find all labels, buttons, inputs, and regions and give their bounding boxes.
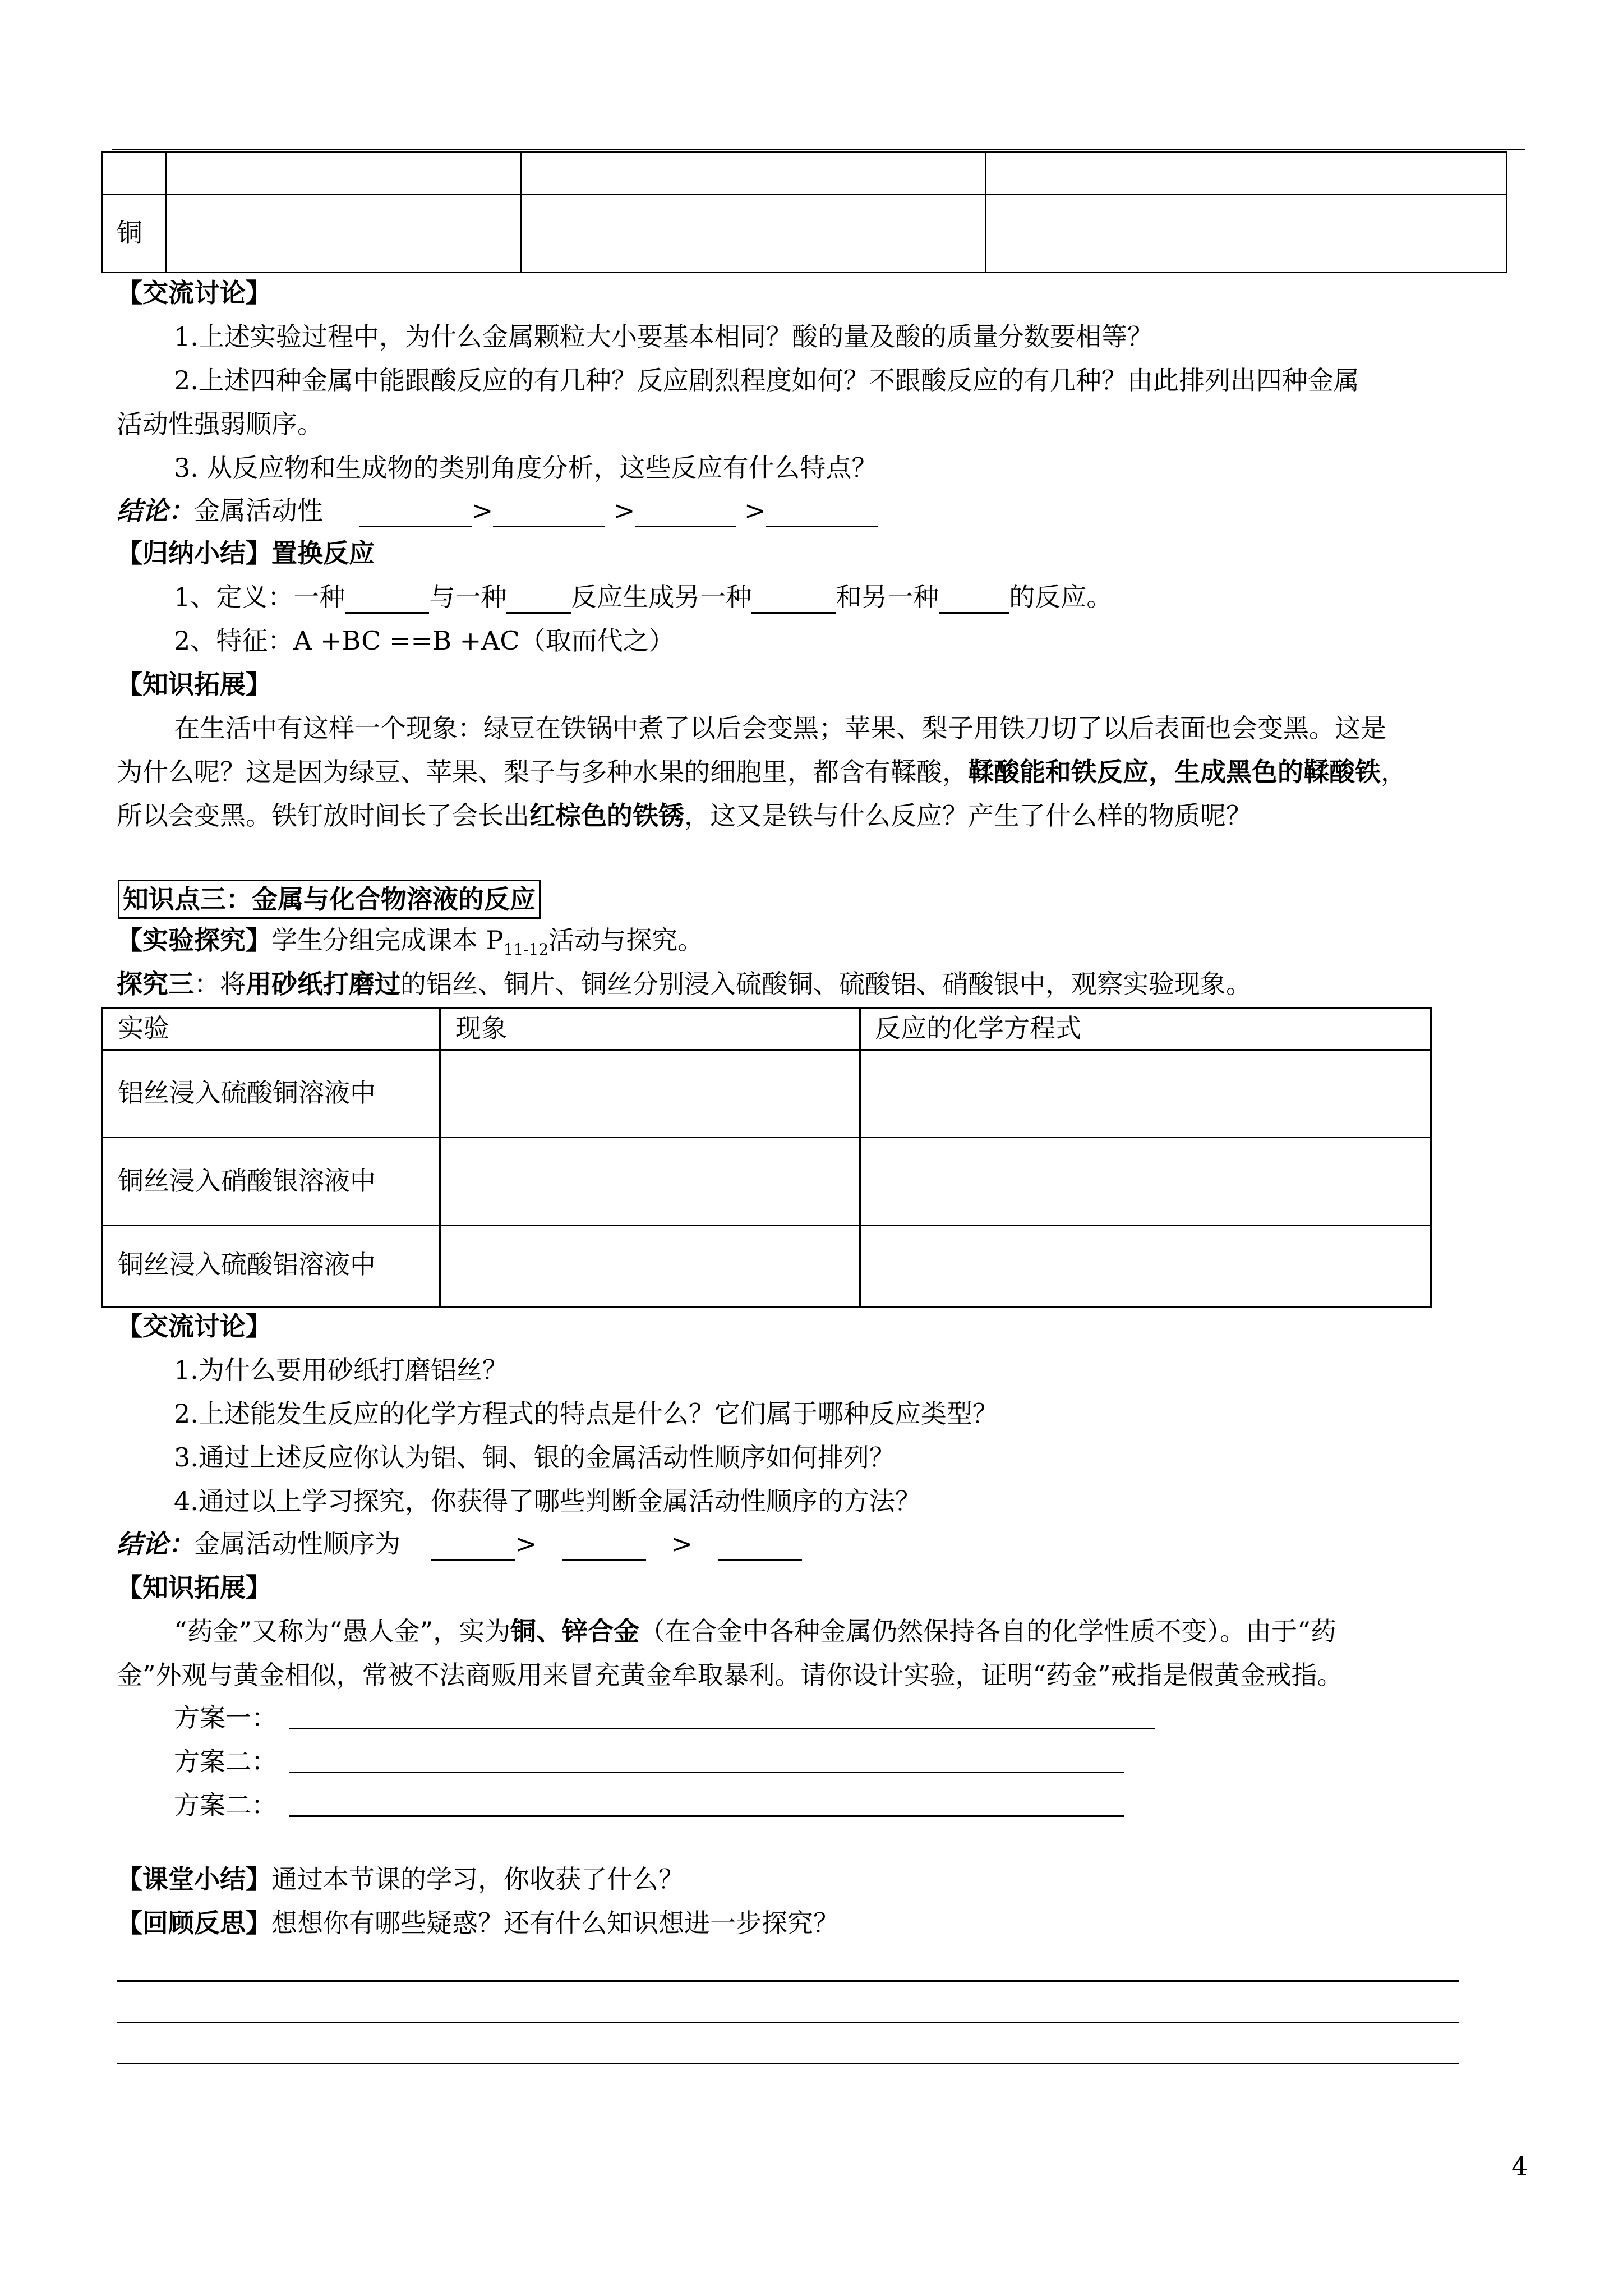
summary-heading-line	[117, 536, 375, 570]
extension-line-3	[117, 799, 1252, 832]
table-header-phenomenon: 现象	[455, 1013, 507, 1043]
summary-heading: 【归纳小结】	[117, 538, 271, 568]
discussion-question-2: 2.上述能发生反应的化学方程式的特点是什么？它们属于哪种反应类型？	[174, 1398, 998, 1429]
extension-line-1	[174, 1614, 1336, 1648]
table-line	[101, 151, 103, 273]
experiment-text: 学生分组完成课本 P	[271, 925, 504, 955]
table-line	[101, 151, 1507, 153]
plan-1-label: 方案一：	[174, 1703, 277, 1733]
inquiry-text: ：将	[194, 969, 246, 999]
table-cell-input[interactable]	[441, 1226, 859, 1306]
answer-blank[interactable]	[766, 501, 878, 527]
page-number: 4	[1511, 2151, 1528, 2182]
reflection-heading: 【回顾反思】	[117, 1908, 271, 1938]
table-line	[165, 151, 167, 273]
table-line	[101, 1007, 1432, 1009]
table-header-experiment: 实验	[118, 1013, 169, 1043]
page-range: 11-12	[503, 940, 549, 959]
table-cell-input[interactable]	[441, 1051, 859, 1137]
discussion-question-2: 2.上述四种金属中能跟酸反应的有几种？反应剧烈程度如何？不跟酸反应的有几种？由此排列出四种金属	[174, 365, 1359, 395]
gt-sign: >	[471, 495, 494, 526]
discussion-question-4: 4.通过以上学习探究，你获得了哪些判断金属活动性顺序的方法？	[174, 1486, 921, 1516]
discussion-question-2-cont: 活动性强弱顺序。	[117, 409, 323, 439]
discussion-question-3: 3. 从反应物和生成物的类别角度分析，这些反应有什么特点？	[174, 453, 878, 483]
answer-blank[interactable]	[751, 587, 836, 614]
definition-text: 与一种	[429, 582, 507, 612]
feature-line: 2、特征：A +BC ==B +AC（取而代之）	[174, 625, 675, 656]
gt-sign: >	[744, 495, 766, 526]
experiment-heading: 【实验探究】	[117, 925, 271, 955]
table-line	[520, 151, 522, 273]
gt-sign: >	[671, 1529, 693, 1559]
table-line	[101, 1007, 103, 1308]
discussion-heading: 【交流讨论】	[117, 278, 271, 308]
top-rule	[112, 149, 1525, 150]
class-summary-text: 通过本节课的学习，你收获了什么？	[271, 1864, 684, 1894]
answer-blank[interactable]	[718, 1534, 802, 1561]
discussion-question-1: 1.上述实验过程中，为什么金属颗粒大小要基本相同？酸的量及酸的质量分数要相等？	[174, 321, 1153, 352]
plan-2-label: 方案二：	[174, 1746, 277, 1777]
reflection-text: 想想你有哪些疑惑？还有什么知识想进一步探究？	[271, 1908, 839, 1938]
experiment-line	[117, 923, 703, 967]
extension-emphasis: 鞣酸能和铁反应，生成黑色的鞣酸铁	[968, 757, 1381, 787]
table-cell-input[interactable]	[861, 1226, 1430, 1306]
gt-sign: >	[613, 495, 635, 526]
inquiry-line	[117, 967, 1252, 1001]
conclusion-label: 结论：	[117, 495, 194, 526]
extension-text: 为什么呢？这是因为绿豆、苹果、梨子与多种水果的细胞里，都含有鞣酸，	[117, 757, 968, 787]
extension-emphasis: 红棕色的铁锈	[529, 800, 684, 831]
table-line	[101, 194, 1507, 195]
definition-text: 反应生成另一种	[571, 582, 752, 612]
answer-blank[interactable]	[493, 501, 605, 527]
discussion-question-3: 3.通过上述反应你认为铝、铜、银的金属活动性顺序如何排列？	[174, 1442, 895, 1473]
table-cell-input[interactable]	[441, 1138, 859, 1225]
extension-emphasis: 铜、锌合金	[510, 1616, 640, 1646]
extension-text: ，	[1381, 757, 1407, 787]
reflection-answer-line[interactable]	[117, 1980, 1459, 1982]
reflection	[117, 1906, 839, 1940]
table-cell-input[interactable]	[861, 1051, 1430, 1137]
answer-blank[interactable]	[431, 1534, 515, 1561]
answer-blank[interactable]	[635, 501, 736, 527]
extension-heading: 【知识拓展】	[117, 669, 271, 700]
table-line	[985, 151, 986, 273]
answer-blank[interactable]	[939, 587, 1009, 614]
gt-sign: >	[515, 1529, 537, 1559]
table-line	[1430, 1007, 1432, 1308]
summary-title: 置换反应	[271, 538, 375, 568]
table-row-label: 铜丝浸入硝酸银溶液中	[118, 1166, 376, 1196]
answer-blank[interactable]	[506, 587, 571, 614]
extension-line-1: 在生活中有这样一个现象：绿豆在铁锅中煮了以后会变黑；苹果、梨子用铁刀切了以后表面也会变黑。这是	[174, 713, 1386, 743]
conclusion-text: 金属活动性顺序为	[194, 1529, 400, 1559]
definition-text: 1、定义：一种	[174, 582, 345, 612]
reflection-answer-line[interactable]	[117, 2063, 1459, 2064]
extension-heading: 【知识拓展】	[117, 1572, 271, 1603]
plan-3-label: 方案二：	[174, 1790, 277, 1820]
extension-text: “药金”又称为“愚人金”，实为	[174, 1616, 511, 1646]
inquiry-emphasis: 用砂纸打磨过	[246, 969, 400, 999]
answer-blank[interactable]	[345, 587, 429, 614]
definition-text: 的反应。	[1009, 582, 1113, 612]
extension-text: ，这又是铁与什么反应？产生了什么样的物质呢？	[684, 800, 1252, 831]
plan-3-answer-line[interactable]	[289, 1815, 1124, 1817]
row-label-copper: 铜	[117, 218, 142, 248]
discussion-heading: 【交流讨论】	[117, 1311, 271, 1341]
definition-line	[174, 580, 1112, 614]
definition-text: 和另一种	[836, 582, 939, 612]
discussion-question-1: 1.为什么要用砂纸打磨铝丝？	[174, 1355, 508, 1385]
table-cell-input[interactable]	[861, 1138, 1430, 1225]
table-header-equation: 反应的化学方程式	[875, 1013, 1081, 1043]
conclusion-text: 金属活动性	[194, 495, 323, 526]
table-row-label: 铜丝浸入硫酸铝溶液中	[118, 1249, 376, 1280]
extension-text: 所以会变黑。铁钉放时间长了会长出	[117, 800, 529, 831]
table-line	[101, 1306, 1432, 1308]
table-row-label: 铝丝浸入硫酸铜溶液中	[118, 1078, 376, 1108]
plan-1-answer-line[interactable]	[289, 1728, 1155, 1729]
experiment-text: 活动与探究。	[548, 925, 704, 955]
plan-2-answer-line[interactable]	[289, 1772, 1124, 1773]
table-line	[101, 272, 1507, 273]
inquiry-label: 探究三	[117, 969, 194, 999]
extension-line-2: 金”外观与黄金相似，常被不法商贩用来冒充黄金牟取暴利。请你设计实验，证明“药金”戒指是假黄金戒指。	[117, 1660, 1343, 1690]
inquiry-text: 的铝丝、铜片、铜丝分别浸入硫酸铜、硫酸铝、硝酸银中，观察实验现象。	[400, 969, 1252, 999]
extension-text: （在合金中各种金属仍然保持各自的化学性质不变）。由于“药	[639, 1616, 1336, 1646]
answer-blank[interactable]	[562, 1534, 646, 1561]
table-line	[1506, 151, 1507, 273]
conclusion-2	[117, 1527, 802, 1561]
extension-line-2	[117, 755, 1407, 789]
section-title: 知识点三：金属与化合物溶液的反应	[118, 880, 541, 919]
answer-blank[interactable]	[359, 501, 472, 527]
conclusion-1	[117, 494, 878, 527]
reflection-answer-line[interactable]	[117, 2022, 1459, 2023]
class-summary	[117, 1862, 684, 1896]
class-summary-heading: 【课堂小结】	[117, 1864, 271, 1894]
conclusion-label: 结论：	[117, 1529, 194, 1559]
